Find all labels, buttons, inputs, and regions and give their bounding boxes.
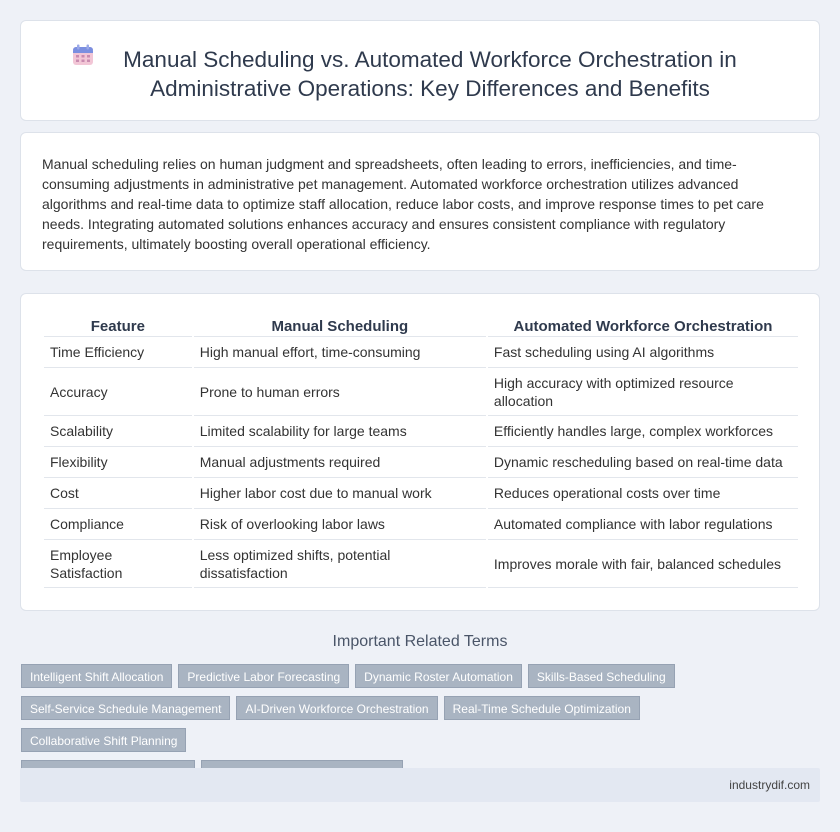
manual-cell: Prone to human errors (194, 368, 486, 416)
automated-cell: Dynamic rescheduling based on real-time data (488, 447, 798, 478)
table-header-row (44, 315, 798, 337)
table-row (44, 478, 798, 509)
table-row (44, 337, 798, 368)
table-row (44, 509, 798, 540)
intro-card (20, 132, 820, 271)
related-term-tag[interactable]: Predictive Labor Forecasting (178, 664, 349, 688)
related-term-tag[interactable]: Collaborative Shift Planning (21, 728, 186, 752)
footer-site[interactable]: industrydif.com (729, 778, 810, 792)
related-term-tag[interactable]: Intelligent Shift Allocation (21, 664, 172, 688)
manual-cell: High manual effort, time-consuming (194, 337, 486, 368)
related-term-tag[interactable]: AI-Driven Workforce Orchestration (236, 696, 437, 720)
related-term-tag[interactable]: Real-Time Schedule Optimization (444, 696, 640, 720)
header-manual: Manual Scheduling (194, 315, 486, 337)
manual-cell: Risk of overlooking labor laws (194, 509, 486, 540)
feature-cell: Accuracy (44, 368, 192, 416)
feature-cell: Scalability (44, 416, 192, 447)
table-row (44, 540, 798, 588)
automated-cell: Fast scheduling using AI algorithms (488, 337, 798, 368)
header-automated: Automated Workforce Orchestration (488, 315, 798, 337)
automated-cell: Efficiently handles large, complex workforces (488, 416, 798, 447)
automated-cell: Reduces operational costs over time (488, 478, 798, 509)
automated-cell: Improves morale with fair, balanced schedules (488, 540, 798, 588)
feature-cell: Cost (44, 478, 192, 509)
table-row (44, 368, 798, 416)
footer (20, 768, 820, 802)
comparison-card (20, 293, 820, 611)
manual-cell: Higher labor cost due to manual work (194, 478, 486, 509)
feature-cell: Time Efficiency (44, 337, 192, 368)
table-row (44, 416, 798, 447)
manual-cell: Limited scalability for large teams (194, 416, 486, 447)
automated-cell: High accuracy with optimized resource allocation (488, 368, 798, 416)
feature-cell: Employee Satisfaction (44, 540, 192, 588)
related-term-tag[interactable]: Skills-Based Scheduling (528, 664, 675, 688)
title-card (20, 20, 820, 121)
manual-cell: Less optimized shifts, potential dissatisfaction (194, 540, 486, 588)
intro-paragraph: Manual scheduling relies on human judgment and spreadsheets, often leading to errors, inefficiencies, and time-consuming adjustments in administrative pet management. Automated workforce orchestration utilizes advanced algorithms and real-time data to optimize staff allocation, reduce labor costs, and improve response times to pet care needs. Integrating automated solutions enhances accuracy and ensures consistent compliance with regulatory requirements, ultimately boosting overall operational efficiency. (42, 156, 764, 252)
feature-cell: Flexibility (44, 447, 192, 478)
automated-cell: Automated compliance with labor regulations (488, 509, 798, 540)
table-row (44, 447, 798, 478)
page-title: Manual Scheduling vs. Automated Workforce Orchestration in Administrative Operations: Key Differences and Benefits (123, 47, 737, 101)
comparison-table (42, 315, 800, 588)
related-term-tag[interactable]: Dynamic Roster Automation (355, 664, 522, 688)
feature-cell: Compliance (44, 509, 192, 540)
header-feature: Feature (44, 315, 192, 337)
related-term-tag[interactable]: Self-Service Schedule Management (21, 696, 230, 720)
related-terms-title: Important Related Terms (332, 633, 508, 650)
manual-cell: Manual adjustments required (194, 447, 486, 478)
